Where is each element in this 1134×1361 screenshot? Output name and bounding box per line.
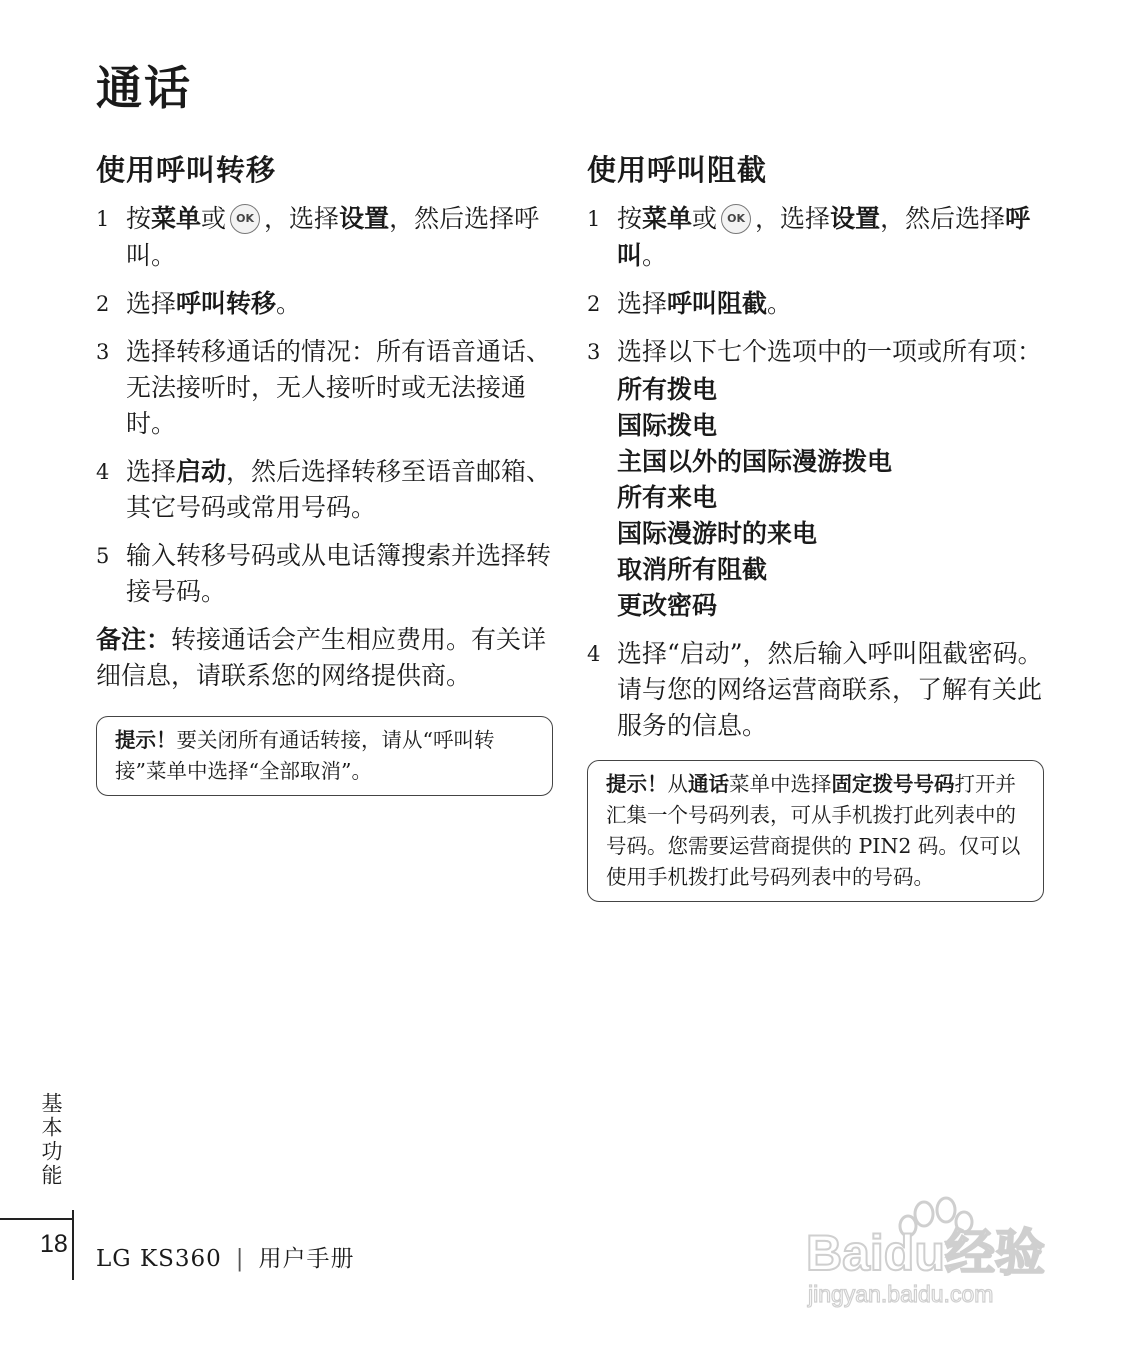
tip-box: 提示！从通话菜单中选择固定拨号号码打开并汇集一个号码列表，可从手机拨打此列表中的号码。您需要运营商提供的 PIN2 码。仅可以使用手机拨打此号码列表中的号码。 xyxy=(587,760,1044,902)
step-number: 4 xyxy=(587,641,601,666)
tip-text: 打开并汇集一个号码列表，可从手机拨打此列表中的号码。您需要运营商提供的 PIN2 码。仅可以使用手机拨打此号码列表中的号码。 xyxy=(606,771,1021,889)
step-item: 3 选择以下七个选项中的一项或所有项： 所有拨电 国际拨电 主国以外的国际漫游拨电 所有来电 国际漫游时的来电 取消所有阻截 更改密码 xyxy=(587,334,1047,624)
footer xyxy=(96,1240,355,1273)
note xyxy=(96,622,556,694)
note-text: 转接通话会产生相应费用。有关详细信息，请联系您的网络提供商。 xyxy=(96,624,547,690)
option-item: 所有拨电 xyxy=(617,374,718,404)
option-item: 取消所有阻截 xyxy=(617,554,768,584)
step-item: 2 选择呼叫转移。 xyxy=(96,286,556,322)
baidu-watermark xyxy=(806,1192,1066,1312)
footer-manual: 用户手册 xyxy=(258,1246,355,1272)
call-forwarding-section xyxy=(96,148,556,796)
option-item: 国际拨电 xyxy=(617,410,718,440)
option-item: 所有来电 xyxy=(617,482,718,512)
page-number: 18 xyxy=(40,1230,68,1258)
ok-key-icon: OK xyxy=(721,204,751,234)
step-number: 2 xyxy=(587,291,601,316)
step-item: 1 按菜单或 OK ，选择设置，然后选择呼叫。 xyxy=(96,201,556,274)
note-label: 备注： xyxy=(96,624,172,654)
side-vertical-divider xyxy=(72,1210,74,1280)
chapter-side-tab: 基本功能 xyxy=(39,1092,63,1188)
page-title: 通话 xyxy=(96,61,192,115)
ok-key-icon: OK xyxy=(230,204,260,234)
barring-options xyxy=(617,372,1047,624)
step-number: 5 xyxy=(96,543,110,568)
call-barring-title: 使用呼叫阻截 xyxy=(587,153,768,187)
step-number: 1 xyxy=(587,207,601,231)
step-item: 4 选择“启动”，然后输入呼叫阻截密码。请与您的网络运营商联系，了解有关此服务的信息。 xyxy=(587,636,1047,744)
watermark-url: jingyan.baidu.com xyxy=(808,1281,994,1307)
call-barring-steps xyxy=(587,201,1047,744)
step-number: 3 xyxy=(96,339,110,364)
side-divider xyxy=(0,1218,72,1220)
call-forwarding-steps xyxy=(96,201,556,610)
footer-separator: | xyxy=(235,1246,245,1272)
step-item: 1 按菜单或 OK ，选择设置，然后选择呼叫。 xyxy=(587,201,1047,274)
tip-label: 提示！ xyxy=(606,771,668,796)
settings-keyword: 设置 xyxy=(339,204,390,233)
step-number: 1 xyxy=(96,207,110,231)
step-number: 4 xyxy=(96,459,110,484)
option-item: 国际漫游时的来电 xyxy=(617,518,818,548)
step-number: 2 xyxy=(96,291,110,316)
footer-product: LG KS360 xyxy=(96,1246,222,1272)
tip-box xyxy=(96,716,553,796)
tip-text: 要关闭所有通话转接，请从“呼叫转接”菜单中选择“全部取消”。 xyxy=(115,727,495,783)
tip-label: 提示！ xyxy=(115,727,177,752)
step-number: 3 xyxy=(587,339,601,364)
watermark-logo: Baidu经验 xyxy=(806,1225,1045,1281)
call-forwarding-title: 使用呼叫转移 xyxy=(96,153,277,187)
option-item: 更改密码 xyxy=(617,590,718,620)
menu-keyword: 菜单 xyxy=(151,204,202,233)
step-item: 4 选择启动，然后选择转移至语音邮箱、其它号码或常用号码。 xyxy=(96,454,556,526)
option-item: 主国以外的国际漫游拨电 xyxy=(617,446,893,476)
step-item: 2 选择呼叫阻截。 xyxy=(587,286,1047,322)
step-item: 3 选择转移通话的情况：所有语音通话、无法接听时，无人接听时或无法接通时。 xyxy=(96,334,556,442)
step-item: 5 输入转移号码或从电话簿搜索并选择转接号码。 xyxy=(96,538,556,610)
call-barring-section xyxy=(587,148,1047,902)
